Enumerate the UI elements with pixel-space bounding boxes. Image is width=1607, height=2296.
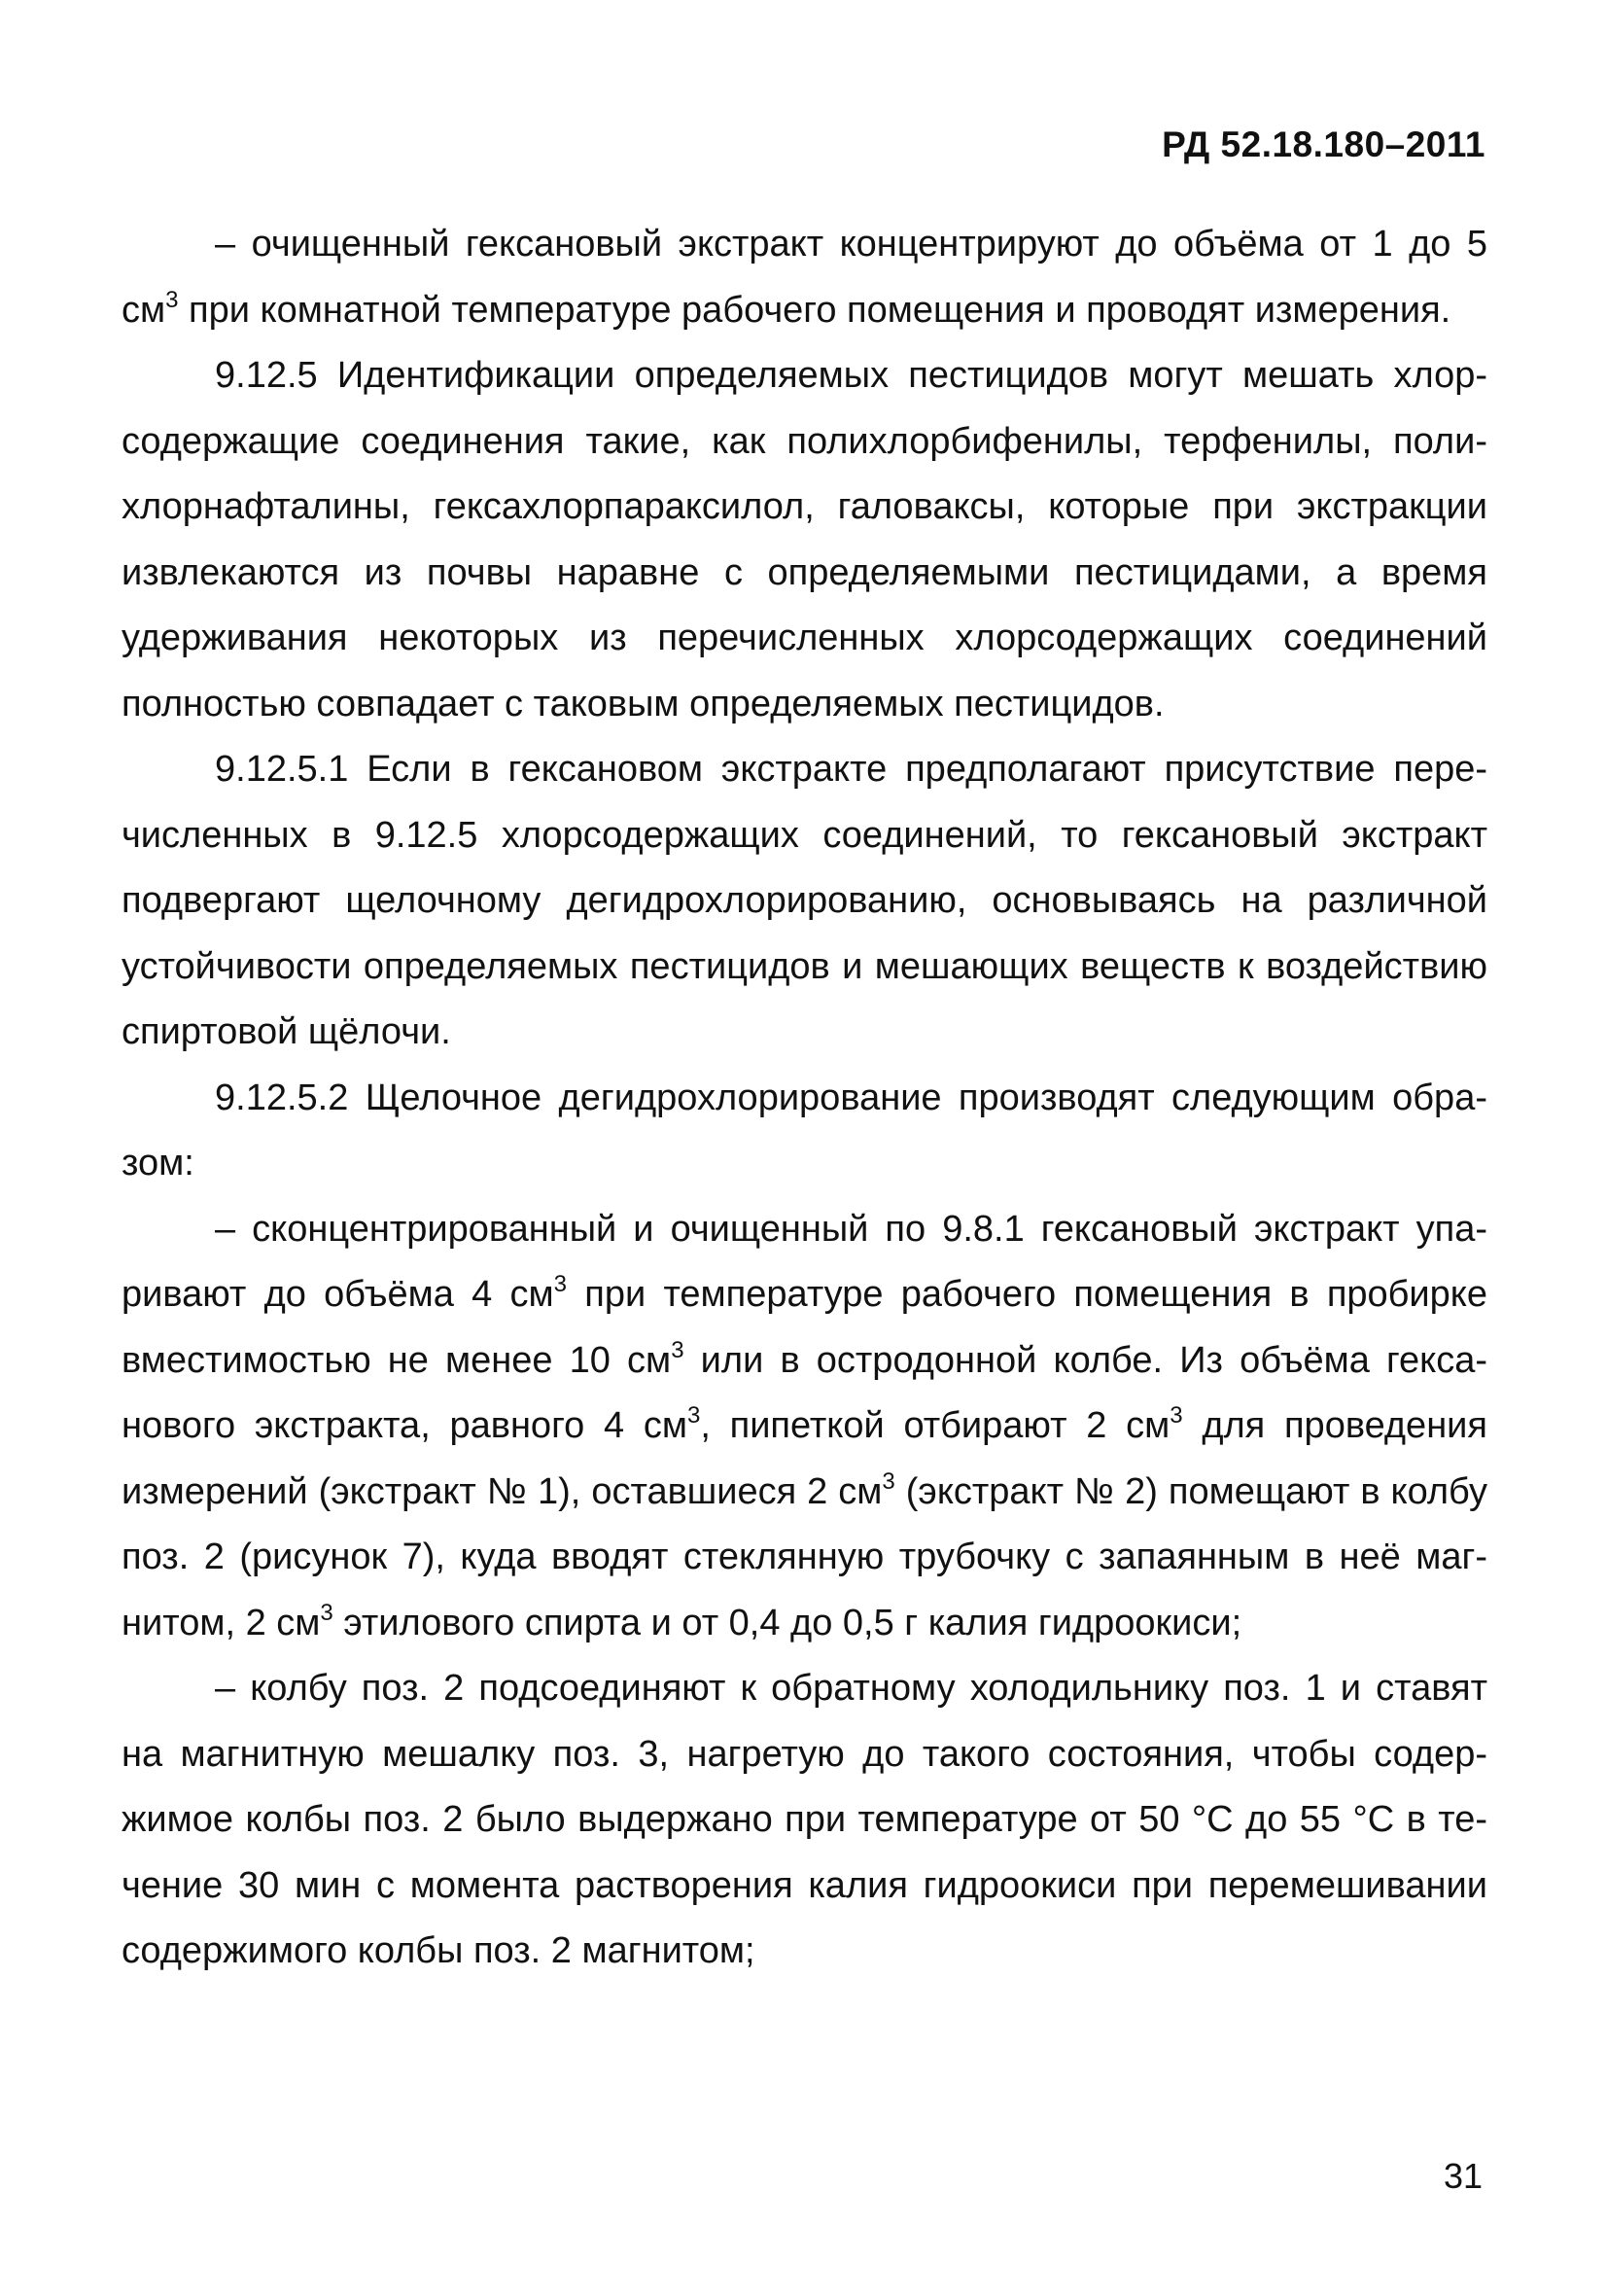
paragraph-9-12-5-1: 9.12.5.1 Если в гексановом экстракте предполагают присутствие перечисленных в 9.12.5 хлорсодержащих соединений, то гексановый экстракт подвергают щелочному дегидрохлорированию, основываясь на различной устойчивости определяемых пестицидов и мешающих веществ к воздействию спиртовой щёлочи. (122, 749, 1487, 1052)
paragraph-9-12-5-2: 9.12.5.2 Щелочное дегидрохлорирование производят следующим образом: (122, 1077, 1487, 1183)
paragraph-concentrate: – очищенный гексановый экстракт концентрируют до объёма от 1 до 5 $см^3$ при комнатной температуре рабочего помещения и проводят измерения. (122, 224, 1487, 331)
paragraph-flask-connect: – колбу поз. 2 подсоединяют к обратному холодильнику поз. 1 и ставят на магнитную мешалку поз. 3, нагретую до такого состояния, чтобы содержимое колбы поз. 2 было выдержано при температуре от 50 °С до 55 °С в течение 30 мин с момента растворения калия гидроокиси при перемешивании содержимого колбы поз. 2 магнитом; (122, 1668, 1487, 1971)
paragraph-9-12-5: 9.12.5 Идентификации определяемых пестицидов могут мешать хлорсодержащие соединения такие, как полихлорбифенилы, терфенилы, полихлорнафталины, гексахлорпараксилол, галоваксы, которые при экстракции извлекаются из почвы наравне с определяемыми пестицидами, а время удерживания некоторых из перечисленных хлорсодержащих соединений полностью совпадает с таковым определяемых пестицидов. (122, 355, 1487, 724)
page-number: 31 (1443, 2156, 1483, 2196)
document-code: РД 52.18.180–2011 (1162, 124, 1485, 164)
paragraph-evaporate: – сконцентрированный и очищенный по 9.8.1 гексановый экстракт упаривают до объёма 4 $см^3$ при температуре рабочего помещения в пробирке вместимостью не менее 10 $см^3$ или в остродонной колбе. Из объёма гексанового экстракта, равного 4 $см^3$, пипеткой отбирают 2 $см^3$ для проведения измерений (экстракт № 1), оставшиеся 2 $см^3$ (экстракт № 2) помещают в колбу поз. 2 (рисунок 7), куда вводят стеклянную трубочку с запаянным в неё магнитом, 2 $см^3$ этилового спирта и от 0,4 до 0,5 г калия гидроокиси; (122, 1208, 1487, 1643)
document-body (122, 212, 1487, 1985)
